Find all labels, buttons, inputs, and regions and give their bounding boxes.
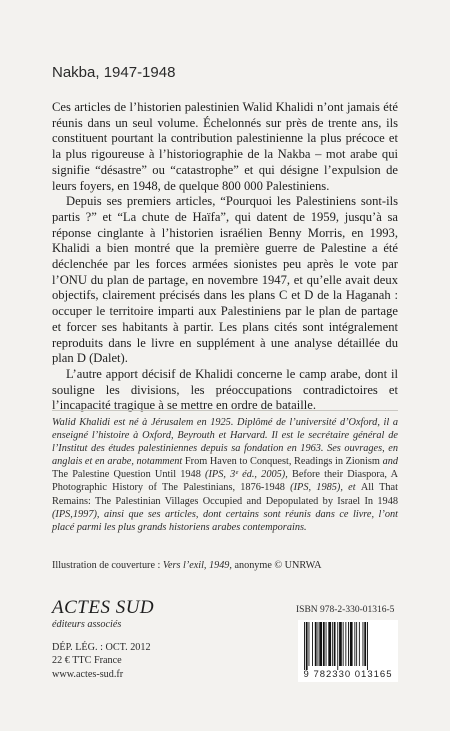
author-bio: [52, 416, 398, 534]
publisher-name: ACTES SUD: [52, 597, 155, 618]
barcode-bars: [298, 620, 398, 670]
bio-and: and: [382, 456, 399, 468]
barcode-number: 9 782330 013165: [303, 669, 393, 680]
bio-outro: ainsi que ses articles, dont certains sont réunis dans ce livre, l’ont placé parmi les plus grands historiens arabes contemporains.: [52, 508, 398, 533]
blurb-paragraph-3: L’autre apport décisif de Khalidi concerne le camp arabe, dont il souligne les divisions, les préoccupations contradictoires et l’incapacité tragique à se mettre en ordre de bataille.: [52, 366, 398, 413]
cover-credit-rest: anonyme © UNRWA: [234, 560, 322, 571]
legal-deposit: DÉP. LÉG. : OCT. 2012: [52, 642, 151, 653]
barcode: [298, 620, 398, 682]
bio-et: et: [348, 482, 356, 494]
bio-ref-3: (IPS,1997),: [52, 508, 100, 520]
blurb-paragraph-2: Depuis ses premiers articles, “Pourquoi les Palestiniens sont-ils partis ?” et “La chute de Haïfa”, qui datent de 1959, jusqu’à sa réponse cinglante à l’historien israélien Benny Morris, en 1993, Khalidi a bien montré que la première guerre de Palestine a été déclenchée par les forces armées sionistes peu après le vote par l’ONU du plan de partage, en novembre 1947, et qu’elle avait deux objectifs, clairement précisés dans les plans C et D de la Haganah : occuper le territoire imparti aux Palestiniens par le plan de partage et forcer ses habitants à partir. Les plans cités sont intégralement reproduits dans le livre en supplément à une analyse détaillée du plan D (Dalet).: [52, 194, 398, 366]
blurb-paragraph-1: Ces articles de l’historien palestinien Walid Khalidi n’ont jamais été réunis dans un seul volume. Échelonnés sur près de trente ans, ils constituent pourtant la contribution palestinienne la plus précoce et la plus rigoureuse à l’historiographie de la Nakba – mot arabe qui signifie “désastre” ou “catastrophe” et qui désigne l’expulsion de leurs foyers, en 1948, de quelque 800 000 Palestiniens.: [52, 100, 398, 193]
divider: [52, 410, 398, 411]
publisher-subtitle: éditeurs associés: [52, 619, 122, 630]
bio-intro: Walid Khalidi est né à Jérusalem en 1925. Diplômé de l’université d’Oxford, il a enseigné l’histoire à Oxford, Beyrouth et Harvard. Il est le secrétaire général de l’Institut des études palestiniennes depuis sa fondation en 1963. Ses ouvrages, en anglais et en arabe, notamment: [52, 417, 398, 468]
isbn: ISBN 978-2-330-01316-5: [296, 605, 395, 615]
cover-credit: [52, 560, 398, 571]
blurb: [52, 100, 398, 414]
book-title: Nakba, 1947-1948: [52, 64, 176, 81]
cover-credit-work: Vers l’exil, 1949,: [162, 560, 232, 571]
bio-work-2: The Palestine Question Until 1948: [52, 469, 201, 481]
price: 22 € TTC France: [52, 655, 122, 667]
cover-credit-label: Illustration de couverture :: [52, 560, 161, 571]
bio-ref-2: (IPS, 1985),: [290, 482, 343, 494]
legal-info: [52, 641, 151, 681]
bio-work-4: All That Remains: The Palestinian Villages Occupied and Depopulated by Israel In 1948: [52, 482, 398, 507]
bio-ref-1: (IPS, 3ᵉ éd., 2005),: [205, 469, 288, 481]
bio-work-1: From Haven to Conquest, Readings in Zionism: [184, 456, 380, 468]
publisher-logo: [52, 598, 154, 630]
website: www.actes-sud.fr: [52, 668, 124, 680]
bio-work-3: Before their Diaspora, A Photographic History of The Palestinians, 1876-1948: [52, 469, 399, 494]
